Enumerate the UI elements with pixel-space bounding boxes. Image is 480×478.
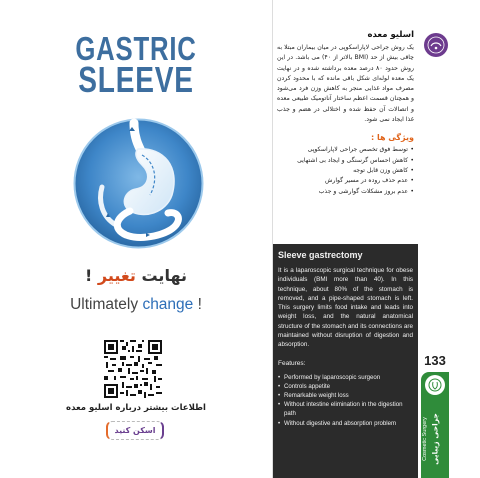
list-item: • Remarkable weight loss — [278, 391, 413, 400]
list-item: • توسط فوق تخصص جراحی لاپاراسکوپی — [277, 145, 414, 155]
tagline-fa-prefix: نهایت — [135, 266, 188, 285]
list-item: • Without digestive and absorption problem — [278, 419, 413, 428]
english-features-list — [278, 373, 413, 428]
tagline-fa-accent: تغییر — [97, 266, 136, 285]
qr-caption: اطلاعات بیشتر درباره اسلیو معده — [66, 403, 206, 413]
qr-code[interactable] — [104, 340, 162, 398]
tagline-fa-suffix: ! — [84, 266, 98, 285]
tagline-persian — [0, 266, 272, 285]
scan-button[interactable]: اسکن کنید — [106, 421, 164, 440]
english-heading: Sleeve gastrectomy — [278, 250, 363, 260]
list-item: • Performed by laparoscopic surgeon — [278, 373, 413, 382]
english-features-title: Features: — [278, 359, 306, 367]
page-number: 133 — [424, 353, 446, 368]
list-item: • عدم بروز مشکلات گوارشی و جذب — [277, 187, 414, 197]
tagline-en-suffix: ! — [193, 296, 202, 313]
tab-labels — [421, 399, 449, 477]
list-item: • Controls appetite — [278, 382, 413, 391]
tab-label-english: Cosmetic Surgery — [422, 417, 428, 461]
persian-body: یک روش جراحی لاپاراسکوپی در میان بیماران مبتلا به چاقی بیش از حد (BMI بالاتر از ۴۰) می باشد. در این روش حدود ۸۰ درصد معده برداشته شده و در نهایت یک معده لوله‌ای شکل باقی مانده که با محدود کردن مصرف مواد غذایی منجر به کاهش وزن فرد می‌شود و همچنان قسمت اعظم ساختار آناتومیک طبیعی معده و اتصالات آن حفظ شده و اختلالی در هضم و جذب غذا ایجاد نمی شود. — [277, 44, 414, 124]
stomach-illustration — [72, 117, 205, 250]
english-body: It is a laparoscopic surgical technique for obese individuals (BMI more than 40). In this technique, about 80% of the stomach is removed, and a pipe-shaped stomach is left. This surgery limits food intake and leads into weight loss, and the natural anatomical structure of the stomach and its connections are maintained without disruption of digestion and absorption. — [278, 267, 413, 349]
face-icon — [425, 375, 445, 395]
list-item: • عدم حذف روده در مسیر گوارش — [277, 176, 414, 186]
list-item: • Without intestine elimination in the digestion path — [278, 400, 413, 418]
list-item: • کاهش وزن قابل توجه — [277, 166, 414, 176]
brand-logo — [424, 33, 448, 57]
info-card — [272, 0, 417, 478]
category-tab[interactable] — [421, 372, 449, 478]
tab-label-persian: جراحی زیبایی — [430, 413, 440, 465]
title-line-2: SLEEVE — [78, 59, 194, 100]
persian-heading: اسلیو معده — [367, 30, 414, 40]
persian-section — [273, 0, 418, 244]
tagline-en-prefix: Ultimately — [70, 296, 143, 313]
persian-features-title: ویژگی ها : — [370, 133, 414, 143]
tagline-en-accent: change — [142, 296, 194, 313]
english-section — [273, 244, 418, 478]
title-line-1: GASTRIC — [75, 30, 197, 67]
list-item: • کاهش احساس گرسنگی و ایجاد بی اشتهایی — [277, 156, 414, 166]
persian-features-list — [277, 145, 414, 196]
tagline-english — [0, 296, 272, 314]
